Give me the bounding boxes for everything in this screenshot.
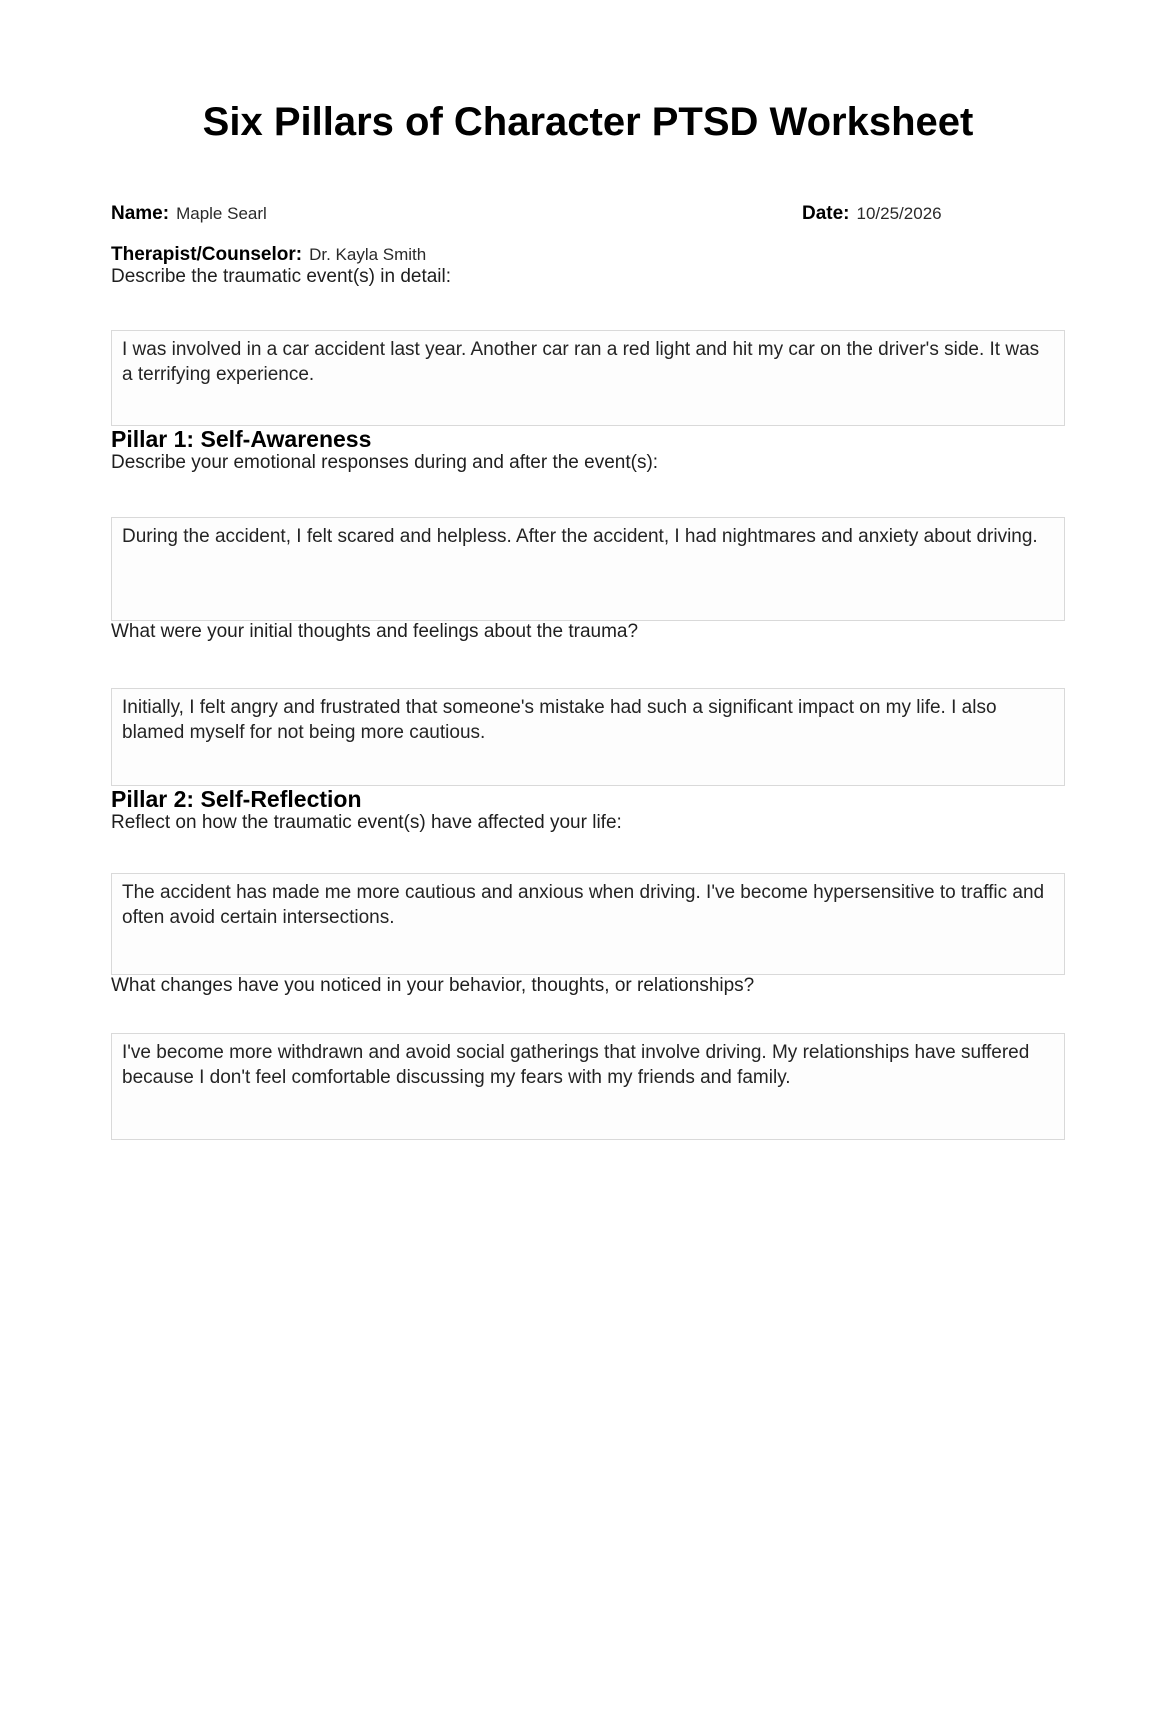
answer-emotional-responses[interactable]: During the accident, I felt scared and helpless. After the accident, I had nightmares and anxiety about driving. (111, 517, 1065, 621)
therapist-value: Dr. Kayla Smith (309, 245, 427, 264)
worksheet-page (111, 100, 1065, 1140)
prompt-emotional-responses: Describe your emotional responses during and after the event(s): (111, 452, 659, 473)
answer-behavior-changes[interactable]: I've become more withdrawn and avoid social gatherings that involve driving. My relationships have suffered because I don't feel comfortable discussing my fears with my friends and family. (111, 1033, 1065, 1140)
name-value: Maple Searl (176, 204, 267, 223)
therapist-row (111, 244, 1065, 266)
answer-life-effects[interactable]: The accident has made me more cautious and anxious when driving. I've become hypersensitive to traffic and often avoid certain intersections. (111, 873, 1065, 975)
date-block (802, 203, 942, 226)
page-title: Six Pillars of Character PTSD Worksheet (202, 100, 974, 144)
answer-trauma-description[interactable]: I was involved in a car accident last year. Another car ran a red light and hit my car on the driver's side. It was a terrifying experience. (111, 330, 1065, 426)
name-label: Name: (111, 203, 170, 224)
prompt-behavior-changes: What changes have you noticed in your behavior, thoughts, or relationships? (111, 975, 755, 996)
date-label: Date: (802, 203, 850, 224)
date-value: 10/25/2026 (856, 204, 942, 223)
prompt-trauma-description: Describe the traumatic event(s) in detail: (111, 266, 452, 287)
therapist-label: Therapist/Counselor: (111, 244, 303, 265)
answer-initial-thoughts[interactable]: Initially, I felt angry and frustrated that someone's mistake had such a significant impact on my life. I also blamed myself for not being more cautious. (111, 688, 1065, 786)
name-date-row (111, 203, 1065, 225)
prompt-initial-thoughts: What were your initial thoughts and feelings about the trauma? (111, 621, 639, 642)
pillar1-heading: Pillar 1: Self-Awareness (111, 426, 372, 452)
prompt-life-effects: Reflect on how the traumatic event(s) have affected your life: (111, 812, 622, 833)
pillar2-heading: Pillar 2: Self-Reflection (111, 786, 362, 812)
